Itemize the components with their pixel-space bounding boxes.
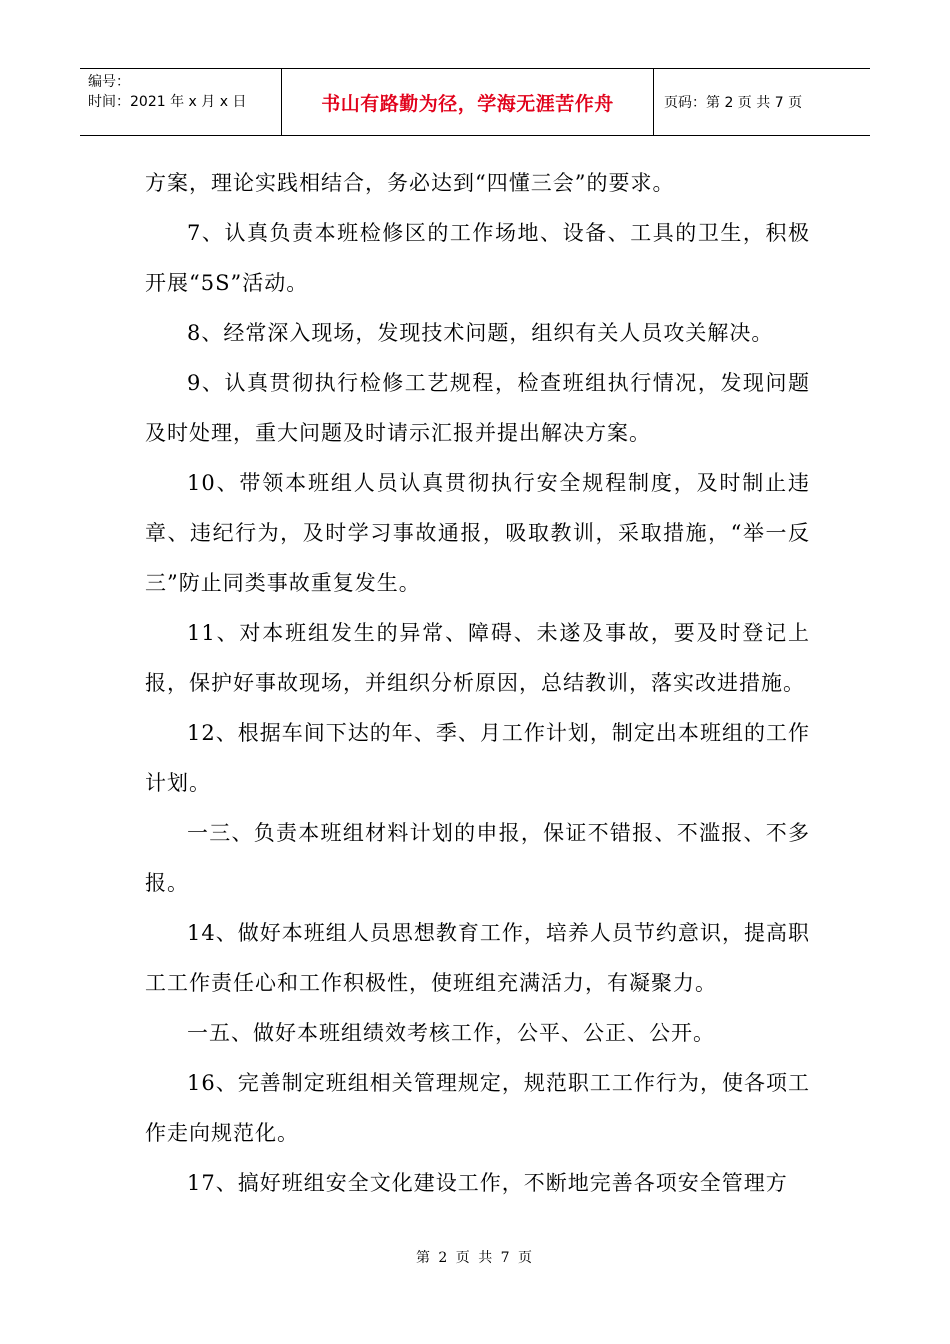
paragraph-item-9: 9、认真贯彻执行检修工艺规程，检查班组执行情况，发现问题及时处理，重大问题及时请示汇报并提出解决方案。	[145, 371, 810, 445]
header-motto: 书山有路勤为径，学海无涯苦作舟	[282, 69, 654, 135]
page-header	[80, 68, 870, 136]
paragraph-item-13: 一三、负责本班组材料计划的申报，保证不错报、不滥报、不多报。	[145, 821, 810, 895]
document-date: 时间：2021 年 x 月 x 日	[88, 94, 247, 110]
paragraph-item-11: 11、对本班组发生的异常、障碍、未遂及事故，要及时登记上报，保护好事故现场，并组织分析原因，总结教训，落实改进措施。	[145, 621, 810, 695]
header-meta	[80, 69, 282, 135]
document-number-label: 编号：	[88, 74, 130, 90]
paragraph-item-7: 7、认真负责本班检修区的工作场地、设备、工具的卫生，积极开展“5S”活动。	[145, 221, 810, 295]
paragraph-item-14: 14、做好本班组人员思想教育工作，培养人员节约意识，提高职工工作责任心和工作积极性，使班组充满活力，有凝聚力。	[145, 921, 810, 995]
paragraph-item-10: 10、带领本班组人员认真贯彻执行安全规程制度，及时制止违章、违纪行为，及时学习事故通报，吸取教训，采取措施，“举一反三”防止同类事故重复发生。	[145, 471, 810, 595]
paragraph-item-8: 8、经常深入现场，发现技术问题，组织有关人员攻关解决。	[187, 321, 774, 345]
paragraph-item-17: 17、搞好班组安全文化建设工作，不断地完善各项安全管理方	[187, 1171, 788, 1195]
paragraph-item-15: 一五、做好本班组绩效考核工作，公平、公正、公开。	[187, 1021, 715, 1045]
paragraph-item-16: 16、完善制定班组相关管理规定，规范职工工作行为，使各项工作走向规范化。	[145, 1071, 810, 1145]
header-page-info: 页码：第 2 页 共 7 页	[664, 95, 803, 111]
page-footer: 第 2 页 共 7 页	[415, 1250, 535, 1266]
paragraph-item-12: 12、根据车间下达的年、季、月工作计划，制定出本班组的工作计划。	[145, 721, 810, 795]
paragraph-continuation: 方案，理论实践相结合，务必达到“四懂三会”的要求。	[145, 171, 675, 195]
document-body	[145, 158, 810, 1208]
